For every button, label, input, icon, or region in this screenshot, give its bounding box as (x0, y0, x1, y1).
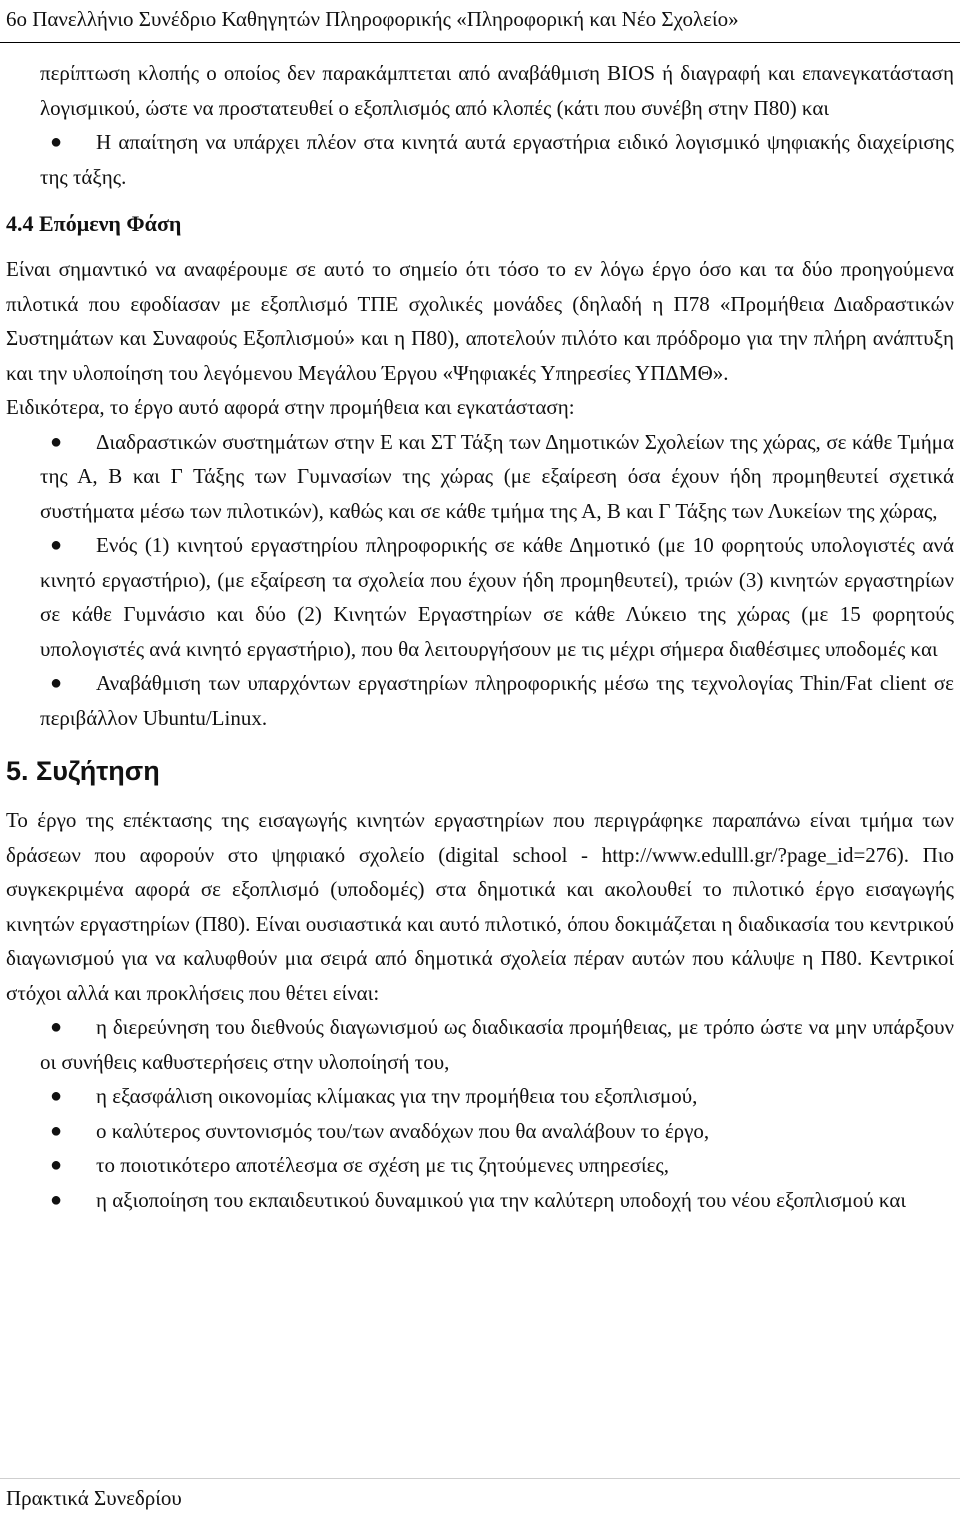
paragraph: Το έργο της επέκτασης της εισαγωγής κινητών εργαστηρίων που περιγράφηκε παραπάνω είναι τμήμα των δράσεων που αφορούν στο ψηφιακό σχολείο (digital school - http://www.edulll.gr/?page_id=276). Πιο συγκεκριμένα αφορά σε εξοπλισμό (υποδομές) στα δημοτικά και ακολουθεί το πιλοτικό έργο εισαγωγής κινητών εργαστηρίων (Π80). Είναι ουσιαστικά και αυτό πιλοτικό, όπου δοκιμάζεται η διαδικασία του κεντρικού διαγωνισμού για να καλυφθούν μια σειρά από δημοτικά σχολεία πέραν αυτών που κάλυψε η Π80. Κεντρικοί στόχοι αλλά και προκλήσεις που θέτει είναι: (6, 808, 954, 1005)
list-item (6, 1114, 954, 1149)
page-body (6, 56, 954, 1217)
bullet-icon: ● (50, 1085, 63, 1107)
list-item (6, 1079, 954, 1114)
continued-bullet-text: περίπτωση κλοπής ο οποίος δεν παρακάμπτεται από αναβάθμιση BIOS ή διαγραφή και επανεγκατάσταση λογισμικού, ώστε να προστατευθεί ο εξοπλισμός από κλοπές (κάτι που συνέβη στην Π80) και (40, 61, 954, 120)
paragraph: Είναι σημαντικό να αναφέρουμε σε αυτό το σημείο ότι τόσο το εν λόγω έργο όσο και τα δύο προηγούμενα πιλοτικά που εφοδίασαν με εξοπλισμό ΤΠΕ σχολικές μονάδες (δηλαδή η Π78 «Προμήθεια Διαδραστικών Συστημάτων και Συναφούς Εξοπλισμού» και η Π80), αποτελούν πιλότο και πρόδρομο για την πλήρη ανάπτυξη και την υλοποίηση του λεγόμενου Μεγάλου Έργου «Ψηφιακές Υπηρεσίες ΥΠΔΜΘ». (6, 257, 954, 385)
list-item (6, 528, 954, 666)
list-item (6, 666, 954, 735)
list-item-text: η αξιοποίηση του εκπαιδευτικού δυναμικού για την καλύτερη υποδοχή του νέου εξοπλισμού και (96, 1187, 906, 1212)
list-item-text: Αναβάθμιση των υπαρχόντων εργαστηρίων πληροφορικής μέσω της τεχνολογίας Thin/Fat client σε περιβάλλον Ubuntu/Linux. (40, 671, 954, 730)
list-item (6, 425, 954, 529)
list-item-text: ο καλύτερος συντονισμός του/των αναδόχων που θα αναλάβουν το έργο, (96, 1118, 710, 1143)
list-item (6, 125, 954, 194)
paragraph: Ειδικότερα, το έργο αυτό αφορά στην προμήθεια και εγκατάσταση: (6, 395, 575, 419)
header-divider (0, 42, 960, 43)
running-header: 6ο Πανελλήνιο Συνέδριο Καθηγητών Πληροφορικής «Πληροφορική και Νέο Σχολείο» (6, 7, 739, 31)
list-item-text: η διερεύνηση του διεθνούς διαγωνισμού ως διαδικασία προμήθειας, με τρόπο ώστε να μην υπάρξουν οι συνήθεις καθυστερήσεις στην υλοποίησή του, (40, 1015, 954, 1074)
bullet-icon: ● (50, 1154, 63, 1176)
bullet-icon: ● (50, 1188, 63, 1211)
bullet-icon: ● (50, 1119, 63, 1142)
footer-divider (0, 1478, 960, 1479)
list-item (6, 1183, 954, 1218)
running-footer: Πρακτικά Συνεδρίου (6, 1486, 182, 1510)
list-item (6, 1148, 954, 1183)
list-item-text: Διαδραστικών συστημάτων στην Ε και ΣΤ Τάξη των Δημοτικών Σχολείων της χώρας, σε κάθε Τμήμα της Α, Β και Γ Τάξης των Γυμνασίων της χώρας (με εξαίρεση όσα έχουν ήδη προμηθευτεί σχετικά συστήματα μέσω των πιλοτικών), καθώς και σε κάθε τμήμα της Α, Β και Γ Τάξης των Λυκείων της χώρας, (40, 429, 954, 523)
list-item-text: Η απαίτηση να υπάρχει πλέον στα κινητά αυτά εργαστήρια ειδικό λογισμικό ψηφιακής διαχείρισης της τάξης. (40, 130, 954, 189)
section-heading-4-4: 4.4 Επόμενη Φάση (6, 211, 182, 236)
bullet-icon: ● (50, 131, 63, 153)
bullet-icon: ● (50, 1016, 63, 1038)
section-heading-5: 5. Συζήτηση (6, 756, 160, 786)
list-item-text: Ενός (1) κινητού εργαστηρίου πληροφορικής σε κάθε Δημοτικό (με 10 φορητούς υπολογιστές ανά κινητό εργαστήριο), (με εξαίρεση τα σχολεία που έχουν ήδη προμηθευτεί), τριών (3) κινητών εργαστηρίων σε κάθε Γυμνάσιο και δύο (2) Κινητών Εργαστηρίων σε κάθε Λύκειο της χώρας (με 15 φορητούς υπολογιστές ανά κινητό εργαστήριο), που θα λειτουργήσουν με τις μέχρι σήμερα διαθέσιμες υποδομές και (40, 533, 954, 661)
list-item-text: το ποιοτικότερο αποτέλεσμα σε σχέση με τις ζητούμενες υπηρεσίες, (96, 1153, 669, 1177)
bullet-icon: ● (50, 430, 63, 453)
list-item-text: η εξασφάλιση οικονομίας κλίμακας για την προμήθεια του εξοπλισμού, (96, 1084, 698, 1108)
bullet-icon: ● (50, 672, 63, 694)
list-item (6, 1010, 954, 1079)
bullet-icon: ● (50, 534, 63, 556)
